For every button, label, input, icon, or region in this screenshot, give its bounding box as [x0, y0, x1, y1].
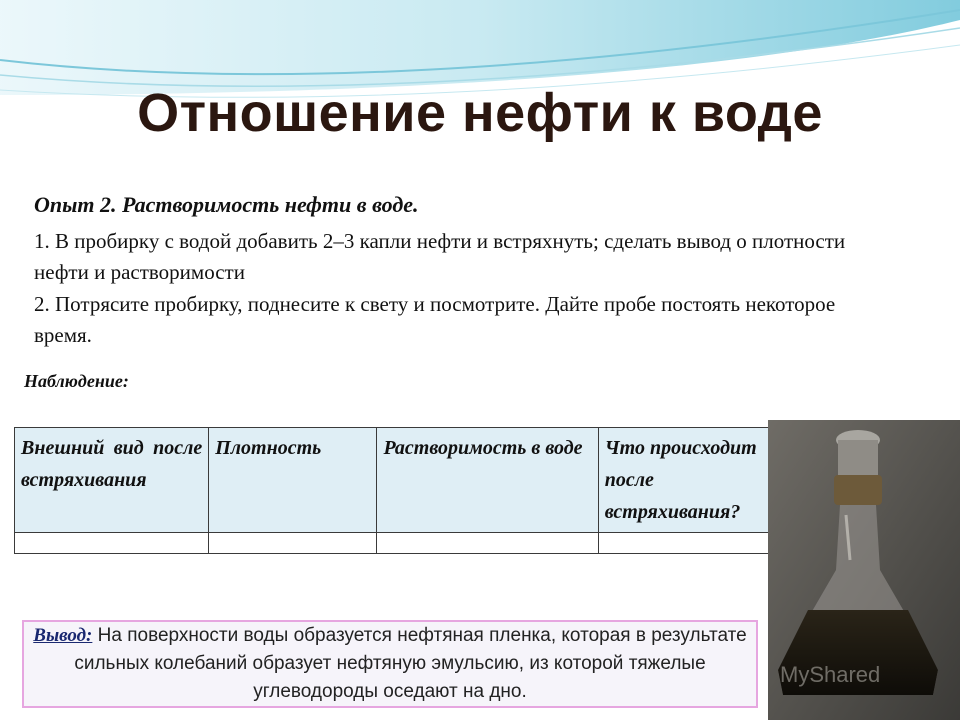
column-header-appearance: Внешний вид после встряхивания — [15, 428, 209, 533]
observation-label: Наблюдение: — [24, 371, 129, 391]
table-cell[interactable] — [15, 533, 209, 554]
flask-photo — [768, 420, 960, 720]
conclusion-box — [22, 620, 758, 708]
table-cell[interactable] — [598, 533, 794, 554]
observation-table — [14, 427, 795, 554]
experiment-step-1: 1. В пробирку с водой добавить 2–3 капли нефти и встряхнуть; сделать вывод о плотности нефти и растворимости — [34, 229, 846, 284]
watermark-text: MyShared — [780, 662, 881, 687]
table-row — [15, 533, 795, 554]
experiment-step-2: 2. Потрясите пробирку, поднесите к свету и посмотрите. Дайте пробе постоять некоторое время. — [34, 292, 836, 347]
page-title: Отношение нефти к воде — [137, 83, 823, 143]
experiment-title: Опыт 2. Растворимость нефти в воде. — [34, 192, 419, 217]
conclusion-text: На поверхности воды образуется нефтяная пленка, которая в результате сильных колебаний образует нефтяную эмульсию, из которой тяжелые углеводороды оседают на дно. — [74, 625, 747, 702]
table-cell[interactable] — [377, 533, 598, 554]
column-header-density: Плотность — [209, 428, 377, 533]
column-header-after-shaking: Что происходит после встряхивания? — [598, 428, 794, 533]
table-header-row — [15, 428, 795, 533]
table-cell[interactable] — [209, 533, 377, 554]
conclusion-label: Вывод: — [33, 625, 93, 646]
column-header-solubility: Растворимость в воде — [377, 428, 598, 533]
